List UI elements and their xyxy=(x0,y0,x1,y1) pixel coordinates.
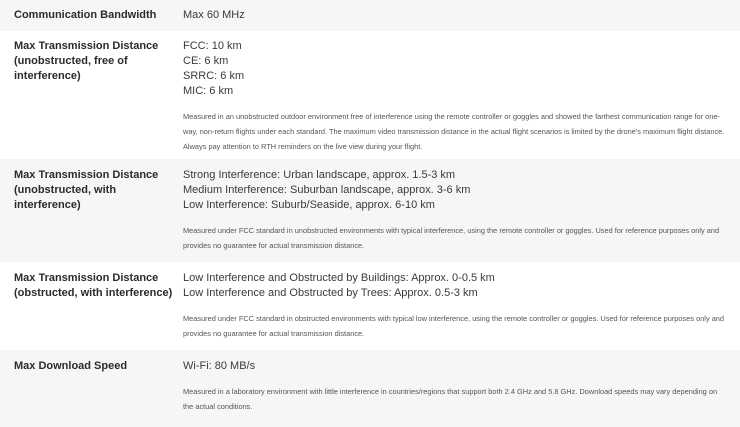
spec-value: Strong Interference: Urban landscape, approx. 1.5-3 km xyxy=(183,169,456,181)
spec-label: Communication Bandwidth xyxy=(14,9,157,21)
spec-value: Wi-Fi: 80 MB/s xyxy=(183,360,256,372)
spec-label: Max Transmission Distance (unobstructed, with interference) xyxy=(14,169,159,211)
spec-content xyxy=(183,359,740,427)
spec-row-max-distance-obstructed xyxy=(0,262,740,350)
spec-content xyxy=(183,271,740,350)
spec-value: CE: 6 km xyxy=(183,55,229,67)
spec-value: Medium Interference: Suburban landscape, approx. 3-6 km xyxy=(183,184,471,196)
spec-value: Low Interference: Suburb/Seaside, approx. 6-10 km xyxy=(183,199,435,211)
spec-row-max-distance-free xyxy=(0,31,740,159)
spec-content xyxy=(183,168,740,262)
spec-content xyxy=(183,8,740,31)
spec-value: MIC: 6 km xyxy=(183,85,234,97)
spec-value: Low Interference and Obstructed by Trees: Approx. 0.5-3 km xyxy=(183,287,478,299)
spec-value: FCC: 10 km xyxy=(183,40,242,52)
spec-label: Max Transmission Distance (obstructed, with interference) xyxy=(14,272,173,299)
spec-content xyxy=(183,39,740,159)
spec-value: SRRC: 6 km xyxy=(183,70,245,82)
spec-note: Measured in an unobstructed outdoor environment free of interference using the remote controller or goggles and showed the farthest communication range for one-way, non-return flights under each standard. The maximum video transmission distance in the actual flight scenarios is limited by the drone's maximum flight distance. Always pay attention to RTH reminders on the live view during your flight. xyxy=(183,112,725,151)
spec-note: Measured under FCC standard in obstructed environments with typical low interference, using the remote controller or goggles. Used for reference purposes only and provides no guarantee for actual transmission distance. xyxy=(183,314,725,338)
spec-label: Max Download Speed xyxy=(14,360,128,372)
spec-value: Low Interference and Obstructed by Buildings: Approx. 0-0.5 km xyxy=(183,272,495,284)
spec-note: Measured in a laboratory environment with little interference in countries/regions that support both 2.4 GHz and 5.8 GHz. Download speeds may vary depending on the actual conditions. xyxy=(183,387,718,411)
spec-label: Max Transmission Distance (unobstructed, free of interference) xyxy=(14,40,159,82)
spec-row-max-distance-interference xyxy=(0,159,740,262)
spec-row-max-download-speed xyxy=(0,350,740,427)
spec-note: Measured under FCC standard in unobstructed environments with typical interference, using the remote controller or goggles. Used for reference purposes only and provides no guarantee for actual transmission distance. xyxy=(183,226,720,250)
spec-row-communication-bandwidth xyxy=(0,0,740,31)
spec-value: Max 60 MHz xyxy=(183,9,245,21)
